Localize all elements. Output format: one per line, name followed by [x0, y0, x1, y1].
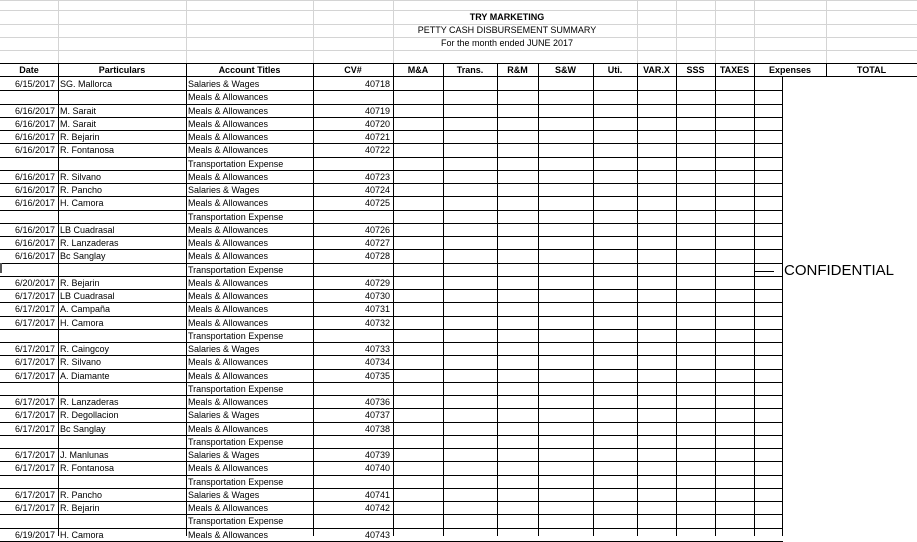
cell-cv[interactable]	[315, 158, 392, 170]
cell-account[interactable]: Meals & Allowances	[188, 251, 269, 262]
cell-account[interactable]: Salaries & Wages	[188, 344, 260, 354]
cell-particulars[interactable]	[60, 264, 185, 276]
cell-cv[interactable]: 40734	[364, 357, 390, 368]
confidential-label: CONFIDENTIAL	[784, 262, 895, 279]
cell-cv[interactable]: 40741	[364, 489, 390, 500]
gridline-vtop-1	[186, 0, 187, 63]
gridline-vtop-2	[313, 0, 314, 63]
column-border-13	[826, 63, 827, 77]
cell-date[interactable]: 6/16/2017	[14, 132, 55, 142]
cell-date[interactable]: 6/15/2017	[14, 79, 55, 89]
cell-date[interactable]: 6/16/2017	[14, 238, 55, 248]
cell-cv[interactable]	[315, 211, 392, 223]
cell-cv[interactable]: 40731	[364, 304, 390, 315]
cell-particulars[interactable]	[60, 476, 185, 488]
cell-account[interactable]: Meals & Allowances	[188, 370, 269, 381]
cell-account[interactable]: Salaries & Wages	[188, 450, 260, 460]
cell-particulars[interactable]: R. Lanzaderas	[60, 397, 119, 407]
cell-cv[interactable]: 40739	[364, 450, 390, 460]
cell-cv[interactable]	[315, 330, 392, 342]
cell-selection-marker	[0, 263, 2, 273]
cell-particulars[interactable]	[60, 383, 185, 395]
cell-date[interactable]: 6/17/2017	[14, 357, 55, 368]
cell-date[interactable]: 6/17/2017	[14, 291, 55, 301]
cell-date[interactable]: 6/16/2017	[14, 118, 55, 129]
cell-cv[interactable]	[315, 264, 392, 276]
cell-account[interactable]: Transportation Expense	[188, 383, 284, 394]
cell-cv[interactable]: 40718	[364, 79, 390, 89]
gridline-vtop-0	[58, 0, 59, 63]
cell-cv[interactable]: 40732	[364, 317, 390, 328]
cell-account[interactable]: Salaries & Wages	[188, 79, 260, 89]
column-header-5[interactable]: Trans.	[456, 65, 484, 75]
cell-account[interactable]: Transportation Expense	[188, 330, 284, 341]
gridline-vtop-10	[715, 0, 716, 63]
cell-date[interactable]: 6/17/2017	[14, 344, 55, 354]
cell-date[interactable]: 6/16/2017	[14, 171, 55, 182]
cell-date[interactable]: 6/16/2017	[14, 145, 55, 156]
cell-account[interactable]: Meals & Allowances	[188, 238, 269, 248]
cell-particulars[interactable]: H. Camora	[60, 529, 104, 540]
cell-account[interactable]: Meals & Allowances	[188, 118, 269, 129]
cell-particulars[interactable]: M. Sarait	[60, 105, 97, 116]
cell-particulars[interactable]: Bc Sanglay	[60, 251, 106, 262]
cell-date[interactable]: 6/17/2017	[14, 304, 55, 315]
cell-cv[interactable]: 40722	[364, 145, 390, 156]
cell-cv[interactable]: 40726	[364, 224, 390, 235]
company-title: TRY MARKETING	[469, 12, 545, 22]
cell-date[interactable]	[2, 91, 57, 103]
cell-cv[interactable]: 40725	[364, 198, 390, 209]
cell-date[interactable]: 6/17/2017	[14, 317, 55, 328]
column-header-3[interactable]: CV#	[344, 65, 362, 75]
cell-cv[interactable]: 40724	[364, 185, 390, 195]
cell-account[interactable]: Meals & Allowances	[188, 397, 269, 407]
cell-particulars[interactable]: R. Fontanosa	[60, 145, 115, 156]
cell-date[interactable]: 6/16/2017	[14, 198, 55, 209]
cell-particulars[interactable]: H. Camora	[60, 198, 104, 209]
cell-account[interactable]: Meals & Allowances	[188, 145, 269, 156]
gridline-top-0	[0, 0, 917, 1]
cell-particulars[interactable]	[60, 91, 185, 103]
cell-cv[interactable]: 40740	[364, 463, 390, 474]
cell-account[interactable]: Meals & Allowances	[188, 357, 269, 368]
cell-account[interactable]: Meals & Allowances	[188, 198, 269, 209]
cell-account[interactable]: Meals & Allowances	[188, 463, 269, 474]
cell-account[interactable]: Transportation Expense	[188, 516, 284, 527]
cell-cv[interactable]: 40728	[364, 251, 390, 262]
cell-date[interactable]: 6/17/2017	[14, 450, 55, 460]
cell-date[interactable]	[2, 383, 57, 395]
cell-cv[interactable]	[315, 91, 392, 103]
cell-date[interactable]	[2, 330, 57, 342]
cell-account[interactable]: Transportation Expense	[188, 476, 284, 487]
cell-particulars[interactable]	[60, 158, 185, 170]
cell-account[interactable]: Transportation Expense	[188, 436, 284, 447]
cell-date[interactable]: 6/17/2017	[14, 423, 55, 434]
report-period: For the month ended JUNE 2017	[440, 38, 574, 48]
cell-date[interactable]: 6/16/2017	[14, 251, 55, 262]
column-header-13[interactable]: TOTAL	[856, 65, 887, 75]
cell-cv[interactable]: 40719	[364, 105, 390, 116]
cell-cv[interactable]: 40733	[364, 344, 390, 354]
cell-cv[interactable]: 40736	[364, 397, 390, 407]
cell-account[interactable]: Meals & Allowances	[188, 304, 269, 315]
cell-particulars[interactable]: Bc Sanglay	[60, 423, 106, 434]
cell-particulars[interactable]	[60, 211, 185, 223]
cell-cv[interactable]: 40742	[364, 503, 390, 513]
column-header-10[interactable]: SSS	[686, 65, 705, 75]
cell-particulars[interactable]: R. Caingcoy	[60, 344, 110, 354]
cell-date[interactable]: 6/17/2017	[14, 370, 55, 381]
cell-account[interactable]: Salaries & Wages	[188, 489, 260, 500]
cell-particulars[interactable]: R. Bejarin	[60, 132, 100, 142]
cell-date[interactable]	[2, 158, 57, 170]
cell-date[interactable]: 6/17/2017	[14, 463, 55, 474]
cell-cv[interactable]: 40730	[364, 291, 390, 301]
gridline-vtop-3	[393, 0, 394, 63]
cell-date[interactable]	[2, 436, 57, 448]
cell-account[interactable]: Transportation Expense	[188, 264, 284, 275]
cell-particulars[interactable]: R. Silvano	[60, 171, 102, 182]
gridline-vtop-12	[826, 0, 827, 63]
cell-account[interactable]: Meals & Allowances	[188, 105, 269, 116]
column-header-11[interactable]: TAXES	[719, 65, 750, 75]
report-title: PETTY CASH DISBURSEMENT SUMMARY	[417, 25, 597, 35]
cell-account[interactable]: Meals & Allowances	[188, 423, 269, 434]
cell-cv[interactable]	[315, 436, 392, 448]
cell-date[interactable]: 6/20/2017	[14, 277, 55, 288]
cell-account[interactable]: Meals & Allowances	[188, 291, 269, 301]
cell-cv[interactable]	[315, 383, 392, 395]
column-header-9[interactable]: VAR.X	[643, 65, 670, 75]
cell-date[interactable]: 6/17/2017	[14, 397, 55, 407]
cell-particulars[interactable]: A. Diamante	[60, 370, 110, 381]
gridline-vtop-9	[676, 0, 677, 63]
cell-date[interactable]	[2, 515, 57, 527]
cell-date[interactable]: 6/17/2017	[14, 489, 55, 500]
gridline-top-4	[0, 50, 917, 51]
column-header-6[interactable]: R&M	[507, 65, 528, 75]
column-header-2[interactable]: Account Titles	[218, 65, 281, 75]
cell-particulars[interactable]	[60, 436, 185, 448]
cell-cv[interactable]: 40727	[364, 238, 390, 248]
cell-particulars[interactable]: R. Pancho	[60, 185, 103, 195]
confidential-rule	[754, 271, 774, 272]
cell-date[interactable]: 6/16/2017	[14, 224, 55, 235]
gridline-top-1	[0, 10, 917, 11]
cell-date[interactable]: 6/16/2017	[14, 105, 55, 116]
column-header-0[interactable]: Date	[19, 65, 39, 75]
cell-particulars[interactable]: R. Bejarin	[60, 503, 100, 513]
cell-particulars[interactable]: A. Campaña	[60, 304, 111, 315]
cell-date[interactable]: 6/16/2017	[14, 185, 55, 195]
cell-cv[interactable]: 40735	[364, 370, 390, 381]
cell-particulars[interactable]: R. Lanzaderas	[60, 238, 119, 248]
cell-account[interactable]: Meals & Allowances	[188, 132, 269, 142]
cell-particulars[interactable]: LB Cuadrasal	[60, 224, 115, 235]
column-header-4[interactable]: M&A	[407, 65, 429, 75]
column-header-7[interactable]: S&W	[555, 65, 576, 75]
cell-account[interactable]: Meals & Allowances	[188, 277, 269, 288]
cell-account[interactable]: Meals & Allowances	[188, 317, 269, 328]
cell-date[interactable]: 6/19/2017	[14, 529, 55, 540]
cell-particulars[interactable]: H. Camora	[60, 317, 104, 328]
cell-account[interactable]: Meals & Allowances	[188, 224, 269, 235]
cell-date[interactable]	[2, 264, 57, 276]
gridline-top-2	[0, 24, 917, 25]
cell-particulars[interactable]: J. Manlunas	[60, 450, 109, 460]
column-header-8[interactable]: Uti.	[607, 65, 623, 75]
cell-particulars[interactable]: R. Bejarin	[60, 277, 100, 288]
cell-particulars[interactable]: SG. Mallorca	[60, 79, 113, 89]
cell-account[interactable]: Transportation Expense	[188, 211, 284, 222]
cell-particulars[interactable]: LB Cuadrasal	[60, 291, 115, 301]
cell-cv[interactable]: 40721	[364, 132, 390, 142]
cell-account[interactable]: Transportation Expense	[188, 158, 284, 169]
cell-account[interactable]: Meals & Allowances	[188, 503, 269, 513]
cell-particulars[interactable]: R. Pancho	[60, 489, 103, 500]
cell-account[interactable]: Meals & Allowances	[188, 171, 269, 182]
gridline-vtop-8	[637, 0, 638, 63]
cell-cv[interactable]: 40729	[364, 277, 390, 288]
cell-date[interactable]	[2, 476, 57, 488]
cell-cv[interactable]	[315, 515, 392, 527]
cell-account[interactable]: Salaries & Wages	[188, 410, 260, 421]
cell-particulars[interactable]	[60, 515, 185, 527]
column-header-1[interactable]: Particulars	[98, 65, 146, 75]
cell-date[interactable]: 6/17/2017	[14, 503, 55, 513]
cell-date[interactable]: 6/17/2017	[14, 410, 55, 421]
cell-cv[interactable]: 40737	[364, 410, 390, 421]
cell-cv[interactable]: 40743	[364, 529, 390, 540]
cell-particulars[interactable]: M. Sarait	[60, 118, 97, 129]
column-header-12[interactable]: Expenses	[768, 65, 812, 75]
cell-cv[interactable]	[315, 476, 392, 488]
cell-cv[interactable]: 40720	[364, 118, 390, 129]
cell-cv[interactable]: 40723	[364, 171, 390, 182]
cell-account[interactable]: Meals & Allowances	[188, 92, 269, 103]
cell-particulars[interactable]: R. Fontanosa	[60, 463, 115, 474]
gridline-top-3	[0, 37, 917, 38]
cell-particulars[interactable]: R. Degollacion	[60, 410, 119, 421]
cell-account[interactable]: Meals & Allowances	[188, 529, 269, 540]
cell-account[interactable]: Salaries & Wages	[188, 185, 260, 195]
cell-particulars[interactable]	[60, 330, 185, 342]
cell-particulars[interactable]: R. Silvano	[60, 357, 102, 368]
gridline-vtop-11	[754, 0, 755, 63]
cell-cv[interactable]: 40738	[364, 423, 390, 434]
cell-date[interactable]	[2, 211, 57, 223]
